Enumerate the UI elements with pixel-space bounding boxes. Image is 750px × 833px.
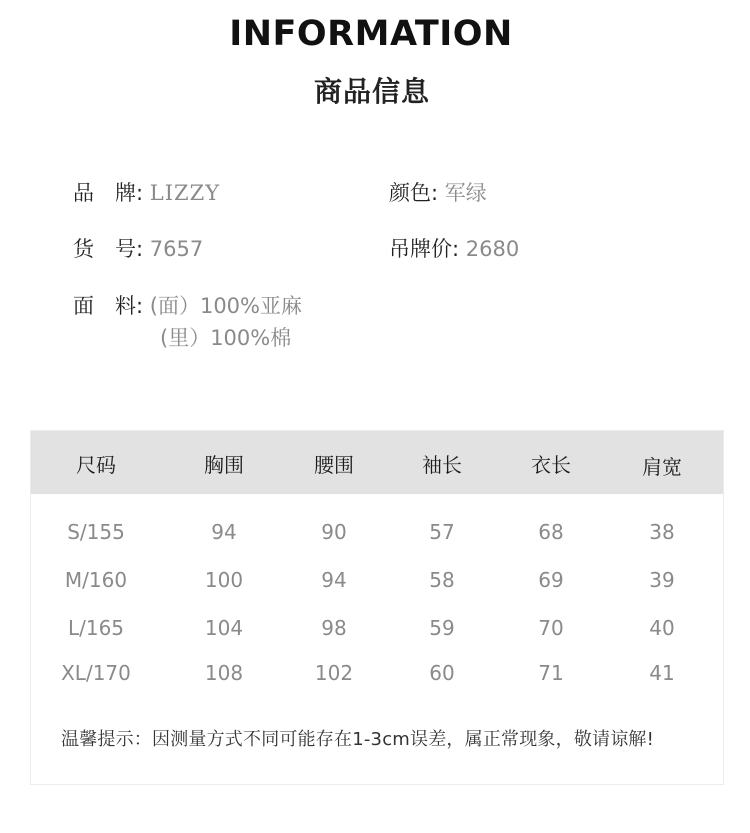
table-cell: L/165 bbox=[67, 616, 125, 640]
color-value: 军绿 bbox=[444, 181, 487, 205]
table-cell: 71 bbox=[538, 661, 564, 685]
fabric-outer-value: (面）100%亚麻 bbox=[149, 294, 302, 318]
table-cell: 68 bbox=[538, 520, 564, 544]
table-cell: 94 bbox=[321, 568, 347, 592]
table-cell: M/160 bbox=[64, 568, 128, 592]
title-english: INFORMATION bbox=[229, 14, 513, 54]
table-cell: 40 bbox=[649, 616, 675, 640]
brand-row bbox=[73, 178, 220, 208]
title-chinese: 商品信息 bbox=[313, 75, 430, 108]
fabric-row bbox=[73, 291, 302, 321]
header-waist: 腰围 bbox=[314, 453, 354, 477]
table-cell: 38 bbox=[649, 520, 675, 544]
table-cell: 59 bbox=[429, 616, 455, 640]
item-no-label: 货 号: bbox=[73, 237, 144, 261]
table-cell: 94 bbox=[211, 520, 237, 544]
tag-price-label: 吊牌价: bbox=[389, 237, 460, 261]
table-cell: 104 bbox=[204, 616, 244, 640]
table-cell: 102 bbox=[314, 661, 354, 685]
table-cell: 108 bbox=[204, 661, 244, 685]
table-cell: 57 bbox=[429, 520, 455, 544]
fabric-label: 面 料: bbox=[73, 294, 144, 318]
table-cell: 58 bbox=[429, 568, 455, 592]
header-chest: 胸围 bbox=[204, 453, 244, 477]
fabric-lining-row bbox=[160, 323, 291, 353]
color-label: 颜色: bbox=[389, 181, 439, 205]
item-no-value: 7657 bbox=[149, 237, 204, 261]
table-cell: 90 bbox=[321, 520, 347, 544]
brand-value: LIZZY bbox=[149, 181, 221, 205]
color-row bbox=[389, 178, 487, 208]
table-cell: 60 bbox=[429, 661, 455, 685]
table-cell: 70 bbox=[538, 616, 564, 640]
table-cell: 41 bbox=[649, 661, 675, 685]
header-sleeve: 袖长 bbox=[422, 453, 462, 477]
item-no-row bbox=[73, 234, 203, 264]
brand-label: 品 牌: bbox=[73, 181, 144, 205]
tag-price-value: 2680 bbox=[465, 237, 520, 261]
header-shoulder: 肩宽 bbox=[642, 455, 682, 479]
tag-price-row bbox=[389, 234, 519, 264]
table-cell: 98 bbox=[321, 616, 347, 640]
table-cell: 39 bbox=[649, 568, 675, 592]
measurement-note: 温馨提示：因测量方式不同可能存在1-3cm误差，属正常现象，敬请谅解! bbox=[61, 729, 655, 750]
fabric-lining-value: (里）100%棉 bbox=[160, 326, 292, 350]
header-length: 衣长 bbox=[531, 453, 571, 477]
table-cell: 69 bbox=[538, 568, 564, 592]
table-cell: XL/170 bbox=[61, 661, 131, 685]
table-cell: S/155 bbox=[67, 520, 125, 544]
header-size: 尺码 bbox=[76, 453, 116, 477]
table-cell: 100 bbox=[204, 568, 244, 592]
